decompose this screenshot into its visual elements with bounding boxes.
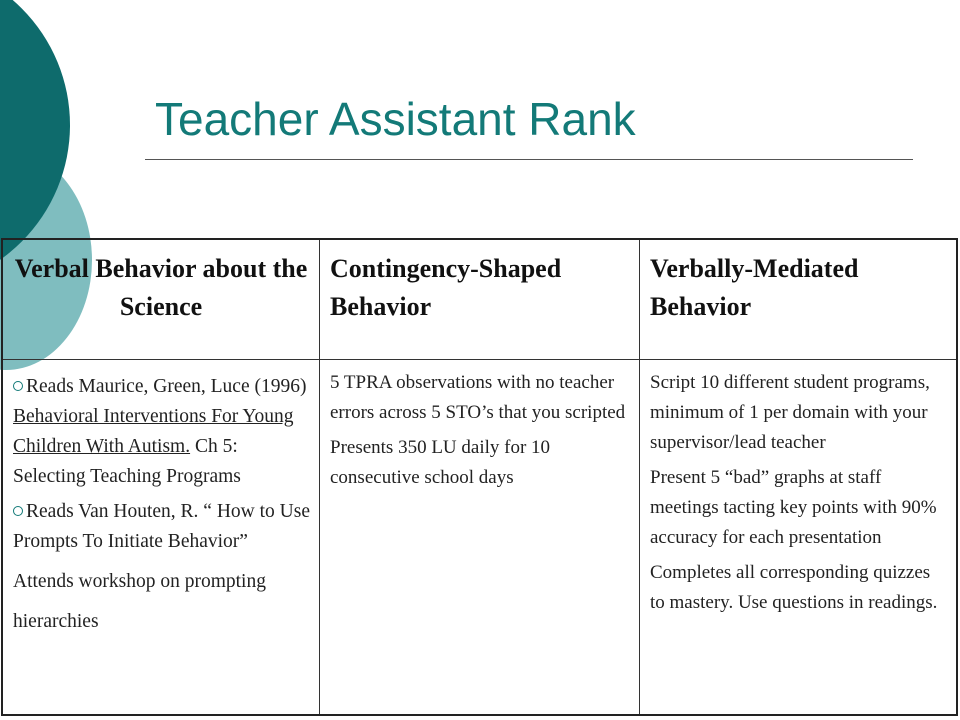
bullet-icon xyxy=(13,506,23,516)
header-contingency-shaped: Contingency-Shaped Behavior xyxy=(320,240,640,360)
bullet-icon xyxy=(13,381,23,391)
reading-item-van-houten: Reads Van Houten, R. “ How to Use Prompts To Initiate Behavior” xyxy=(13,501,310,552)
slide-title: Teacher Assistant Rank xyxy=(155,93,636,145)
book-title: Behavioral Interventions For Young Children With Autism. xyxy=(13,406,294,457)
rank-table xyxy=(1,238,958,716)
cell-verbal-behavior xyxy=(3,360,320,714)
cell-verbally-mediated xyxy=(640,360,956,714)
title-divider xyxy=(145,159,913,160)
header-verbal-behavior: Verbal Behavior about the Science xyxy=(3,240,320,360)
reading-item-maurice: Reads Maurice, Green, Luce (1996) Behavioral Interventions For Young Children With Autism. Ch 5: Selecting Teaching Programs xyxy=(13,376,307,487)
col3-item-1: Script 10 different student programs, minimum of 1 per domain with your supervisor/lead teacher xyxy=(650,372,930,453)
col2-item-1: 5 TPRA observations with no teacher errors across 5 STO’s that you scripted xyxy=(330,372,626,423)
col3-item-2: Present 5 “bad” graphs at staff meetings tacting key points with 90% accuracy for each presentation xyxy=(650,467,937,548)
col3-item-3: Completes all corresponding quizzes to mastery. Use questions in readings. xyxy=(650,562,938,613)
col2-item-2: Presents 350 LU daily for 10 consecutive school days xyxy=(330,437,551,488)
header-verbally-mediated: Verbally-Mediated Behavior xyxy=(640,240,956,360)
cell-contingency-shaped xyxy=(320,360,640,714)
workshop-item: Attends workshop on prompting hierarchies xyxy=(13,571,266,632)
